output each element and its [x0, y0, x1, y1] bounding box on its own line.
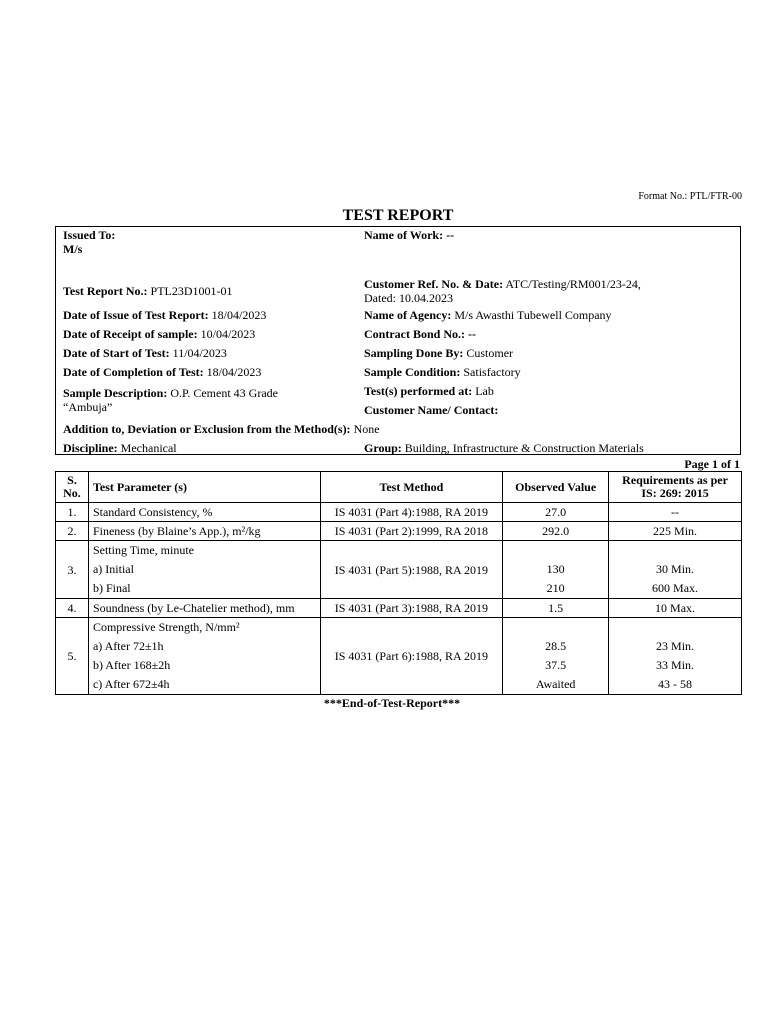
customer-contact: Customer Name/ Contact: [364, 403, 499, 417]
requirement-value: 600 Max. [652, 581, 699, 595]
row-sno: 5. [56, 618, 89, 695]
row-requirement [609, 541, 742, 599]
requirement-value: 23 Min. [656, 639, 695, 653]
observed-value: Awaited [535, 677, 576, 691]
parameter-sub: c) After 672±4h [92, 677, 170, 691]
row-sno: 3. [56, 541, 89, 599]
sample-condition: Sample Condition: Satisfactory [364, 365, 521, 379]
row-requirement: 225 Min. [609, 522, 742, 541]
row-observed [503, 618, 609, 695]
sampling-done-by: Sampling Done By: Customer [364, 346, 514, 360]
row-requirement: -- [609, 503, 742, 522]
agency: Name of Agency: M/s Awasthi Tubewell Company [364, 308, 612, 322]
end-of-report: ***End-of-Test-Report*** [323, 696, 461, 710]
row-requirement: 10 Max. [609, 599, 742, 618]
issued-to-value: M/s [63, 242, 83, 256]
table-row [56, 503, 742, 522]
parameter-heading: Setting Time, minute [92, 543, 194, 557]
start-date: Date of Start of Test: 11/04/2023 [63, 346, 227, 360]
row-method: IS 4031 (Part 6):1988, RA 2019 [320, 618, 503, 695]
row-method: IS 4031 (Part 3):1988, RA 2019 [320, 599, 503, 618]
row-requirement [609, 618, 742, 695]
requirement-value: 33 Min. [656, 658, 695, 672]
observed-value: 37.5 [545, 658, 567, 672]
issue-date: Date of Issue of Test Report: 18/04/2023 [63, 308, 267, 322]
header-parameter: Test Parameter (s) [88, 472, 320, 503]
row-method: IS 4031 (Part 5):1988, RA 2019 [320, 541, 503, 599]
row-sno: 1. [56, 503, 89, 522]
row-parameter [88, 618, 320, 695]
row-observed: 1.5 [503, 599, 609, 618]
parameter-sub: b) After 168±2h [92, 658, 171, 672]
performed-at: Test(s) performed at: Lab [364, 384, 494, 398]
row-parameter: Soundness (by Le-Chatelier method), mm [88, 599, 320, 618]
header-method: Test Method [320, 472, 503, 503]
row-parameter [88, 541, 320, 599]
table-row [56, 522, 742, 541]
results-table [55, 471, 742, 695]
observed-value: 28.5 [545, 639, 567, 653]
row-parameter: Standard Consistency, % [88, 503, 320, 522]
header-requirement: Requirements as per IS: 269: 2015 [609, 472, 742, 503]
customer-ref: Customer Ref. No. & Date: ATC/Testing/RM001/23-24, [364, 277, 641, 291]
format-number: Format No.: PTL/FTR-00 [638, 191, 742, 202]
customer-ref-date: Dated: 10.04.2023 [364, 291, 453, 305]
row-observed [503, 541, 609, 599]
sample-description: Sample Description: O.P. Cement 43 Grade [63, 386, 278, 400]
observed-value: 210 [546, 581, 565, 595]
page-indicator: Page 1 of 1 [684, 457, 740, 471]
report-info-box [55, 226, 741, 455]
receipt-date: Date of Receipt of sample: 10/04/2023 [63, 327, 256, 341]
sample-description-line2: “Ambuja” [63, 400, 113, 414]
row-method: IS 4031 (Part 4):1988, RA 2019 [320, 503, 503, 522]
test-report-no: Test Report No.: PTL23D1001-01 [63, 284, 233, 298]
row-sno: 2. [56, 522, 89, 541]
header-sno: S. No. [56, 472, 89, 503]
parameter-sub: b) Final [92, 581, 131, 595]
deviation: Addition to, Deviation or Exclusion from the Method(s): None [63, 422, 380, 436]
parameter-sub: a) Initial [92, 562, 134, 576]
table-header-row [56, 472, 742, 503]
table-row [56, 618, 742, 695]
group: Group: Building, Infrastructure & Construction Materials [364, 441, 644, 455]
row-parameter: Fineness (by Blaine’s App.), m²/kg [88, 522, 320, 541]
header-observed: Observed Value [503, 472, 609, 503]
report-title: TEST REPORT [342, 207, 454, 224]
row-method: IS 4031 (Part 2):1999, RA 2018 [320, 522, 503, 541]
discipline: Discipline: Mechanical [63, 441, 177, 455]
requirement-value: 43 - 58 [658, 677, 693, 691]
row-observed: 27.0 [503, 503, 609, 522]
parameter-heading: Compressive Strength, N/mm² [92, 620, 240, 634]
parameter-sub: a) After 72±1h [92, 639, 164, 653]
table-row [56, 599, 742, 618]
completion-date: Date of Completion of Test: 18/04/2023 [63, 365, 262, 379]
row-observed: 292.0 [503, 522, 609, 541]
table-row [56, 541, 742, 599]
observed-value: 130 [546, 562, 565, 576]
requirement-value: 30 Min. [656, 562, 695, 576]
contract-bond: Contract Bond No.: -- [364, 327, 476, 341]
row-sno: 4. [56, 599, 89, 618]
issued-to: Issued To: [63, 228, 116, 242]
name-of-work: Name of Work: -- [364, 228, 455, 242]
